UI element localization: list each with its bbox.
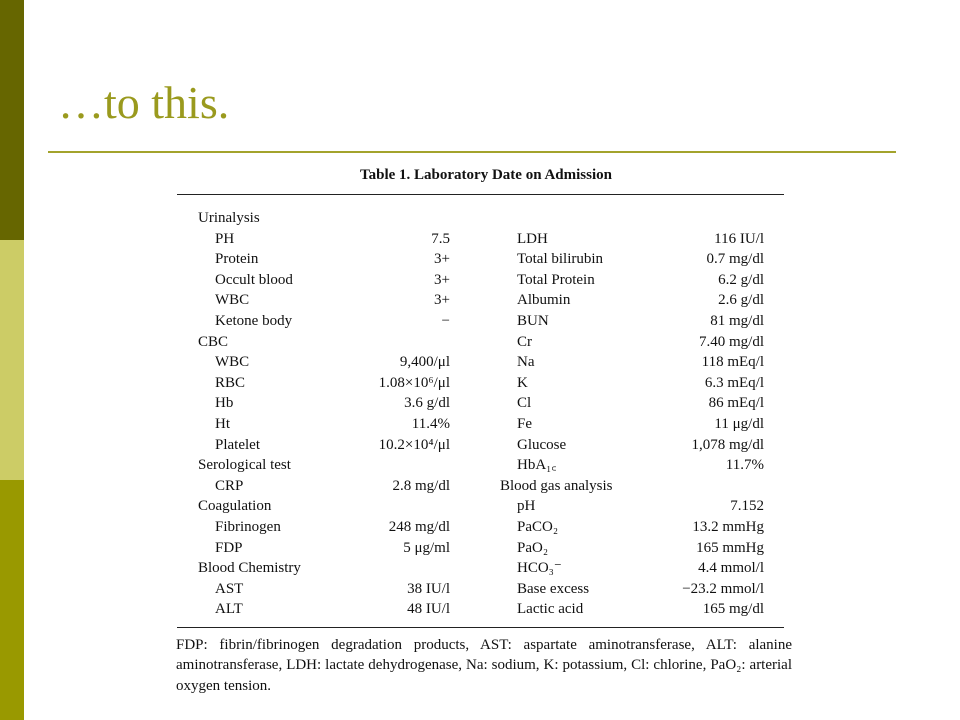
row-value-right: 1,078 mg/dl <box>691 436 764 453</box>
row-label: CBC <box>198 333 229 350</box>
row-label: CRP <box>215 477 244 494</box>
table-row <box>170 558 796 579</box>
row-label-right: LDH <box>517 230 548 247</box>
row-label-right: PaO₂ <box>517 539 549 556</box>
row-value-right: 116 IU/l <box>714 230 764 247</box>
row-value: − <box>441 312 450 329</box>
row-label-right: Base excess <box>517 580 590 597</box>
row-label-right: Cr <box>517 333 532 350</box>
row-value: 3+ <box>434 292 450 309</box>
accent-band-middle <box>0 240 24 480</box>
row-label: RBC <box>215 374 246 391</box>
table-row <box>170 249 796 270</box>
row-label-right: Na <box>517 354 535 371</box>
row-value-right: 86 mEq/l <box>708 395 764 412</box>
table-row <box>170 290 796 311</box>
row-label-right: Total Protein <box>517 271 595 288</box>
row-label-right: K <box>517 374 528 391</box>
table-row <box>170 229 796 250</box>
row-label-right: PaCO₂ <box>517 518 559 535</box>
row-value-right: 6.3 mEq/l <box>704 374 764 391</box>
row-label-right: Cl <box>517 395 532 412</box>
row-value-right: −23.2 mmol/l <box>682 580 764 597</box>
row-value-right: 165 mg/dl <box>702 601 764 618</box>
table-row <box>170 270 796 291</box>
row-value-right: 165 mmHg <box>696 539 764 556</box>
row-value: 9,400/μl <box>399 354 450 371</box>
table-row <box>170 332 796 353</box>
accent-band-bottom <box>0 480 24 720</box>
row-value-right: 2.6 g/dl <box>718 292 764 309</box>
slide-title: …to this. <box>58 77 230 128</box>
table-row <box>170 496 796 517</box>
row-value: 248 mg/dl <box>388 518 450 535</box>
row-value-right: 7.40 mg/dl <box>698 333 764 350</box>
row-label: Platelet <box>215 436 260 453</box>
lab-table-figure <box>170 158 796 696</box>
table-row <box>170 538 796 559</box>
row-value: 3+ <box>434 251 450 268</box>
row-value: 38 IU/l <box>407 580 450 597</box>
row-label-right: Fe <box>517 415 532 432</box>
table-footnote: FDP: fibrin/fibrinogen degradation products, AST: aspartate aminotransferase, ALT: alanine aminotransferase, LDH: lactate dehydrogenase, Na: sodium, K: potassium, Cl: chlorine, PaO₂: arterial oxygen tension. <box>176 636 792 694</box>
row-label: ALT <box>215 601 243 618</box>
row-value-right: 11.7% <box>725 457 764 474</box>
table-row <box>170 455 796 476</box>
title-divider <box>48 151 896 153</box>
row-label-right: Blood gas analysis <box>500 477 613 494</box>
row-label: Hb <box>215 395 234 412</box>
row-value: 5 μg/ml <box>403 539 450 556</box>
row-label: Occult blood <box>215 271 293 288</box>
row-label: Blood Chemistry <box>198 560 301 577</box>
table-row <box>170 393 796 414</box>
row-value: 48 IU/l <box>407 601 450 618</box>
row-label-right: Total bilirubin <box>517 251 604 268</box>
row-value: 3.6 g/dl <box>404 395 450 412</box>
row-value: 11.4% <box>411 415 450 432</box>
row-label: Protein <box>215 251 259 268</box>
table-caption: Table 1. Laboratory Date on Admission <box>360 167 612 183</box>
row-label: Serological test <box>198 457 291 474</box>
table-row <box>170 352 796 373</box>
row-label: AST <box>215 580 244 597</box>
row-value-right: 81 mg/dl <box>710 312 764 329</box>
row-value-right: 0.7 mg/dl <box>706 251 764 268</box>
row-value-right: 13.2 mmHg <box>692 518 764 535</box>
table-row <box>170 476 796 497</box>
table-row <box>170 311 796 332</box>
row-label-right: pH <box>517 498 536 515</box>
table-row <box>170 208 796 229</box>
table-row <box>170 599 796 620</box>
row-value: 2.8 mg/dl <box>392 477 450 494</box>
row-label-right: HbA₁꜀ <box>517 457 557 474</box>
row-label: Urinalysis <box>198 210 260 226</box>
row-label-right: HCO₃⁻ <box>517 560 562 577</box>
row-value-right: 6.2 g/dl <box>718 271 764 288</box>
row-value: 7.5 <box>431 230 450 247</box>
row-value-right: 7.152 <box>730 498 764 515</box>
accent-band-top <box>0 0 24 240</box>
table-body <box>170 195 796 627</box>
row-label-right: Albumin <box>517 292 571 309</box>
row-value-right: 11 μg/dl <box>714 415 764 432</box>
table-row <box>170 435 796 456</box>
row-label-right: Glucose <box>517 436 567 453</box>
row-label-right: BUN <box>517 312 549 329</box>
row-value-right: 118 mEq/l <box>701 354 764 371</box>
row-label: PH <box>215 230 235 247</box>
table-bottom-rule <box>177 627 784 628</box>
row-label-right: Lactic acid <box>517 601 584 618</box>
row-value: 1.08×10⁶/μl <box>378 374 450 391</box>
row-label: FDP <box>215 539 243 556</box>
row-value: 10.2×10⁴/μl <box>378 436 450 453</box>
row-label: Coagulation <box>198 498 272 515</box>
row-label: Ht <box>215 415 230 432</box>
row-value: 3+ <box>434 271 450 288</box>
table-row <box>170 373 796 394</box>
row-label: WBC <box>215 292 250 309</box>
row-label: Fibrinogen <box>215 518 281 535</box>
table-row <box>170 414 796 435</box>
row-value-right: 4.4 mmol/l <box>698 560 764 577</box>
row-label: Ketone body <box>215 312 293 329</box>
table-row <box>170 517 796 538</box>
row-label: WBC <box>215 354 250 371</box>
table-row <box>170 579 796 600</box>
